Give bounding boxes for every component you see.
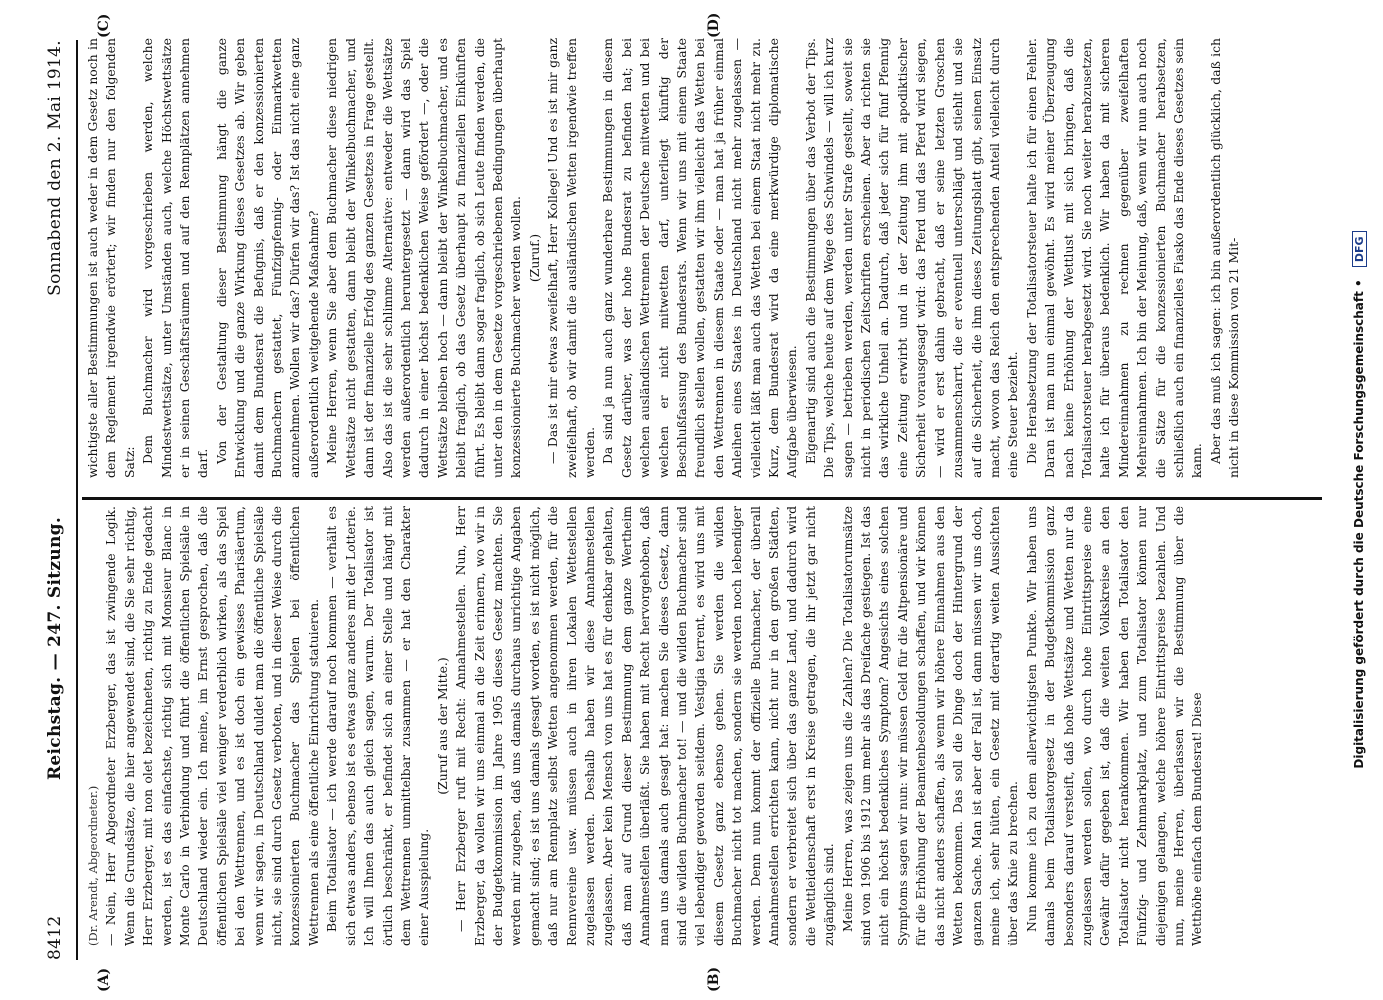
- paragraph: Eigenartig sind auch die Bestimmungen über das Verbot der Tips. Die Tips, welche heute auf dem Wege des Schwindels — will ich kurz sagen — betrieben werden, werden unter Strafe gestellt, soweit sie nicht in periodischen Zeitschriften erscheinen. Aber da richten sie das wirkliche Unheil an. Dadurch, daß jeder sich für fünf Pfennig eine Zeitung erwirbt und in der Zeitung ihm mit apodiktischer Sicherheit vorausgesagt wird: das Pferd und das Pferd wird siegen, — wird er erst dahin gebracht, daß er seine letzten Groschen zusammenscharrt, die er eventuell unterschlägt und stiehlt und sie auf die Sicherheit, die ihm dieses Zeitungsblatt gibt, seinen Einsatz macht, wovon das Reich den entsprechenden Anteil vielleicht durch eine Steuer bezieht.: [802, 38, 1021, 478]
- interjection: (Zuruf aus der Mitte.): [434, 657, 450, 795]
- paragraph: Da sind ja nun auch ganz wunderbare Bestimmungen in diesem Gesetz darüber, was der hohe Bundesrat zu befinden hat; bei welchen ausländischen Wettrennen der Deutsche mitwetten und bei welchen er nicht mitwetten darf, unterliegt künftig der Beschlußfassung des Bundesrats. Wenn wir uns mit einem Staate freundlich stellen wollen, gestatten wir ihm vielleicht das Wetten bei den Wettrennen in diesem Staate oder — man hat ja früher einmal Anleihen eines Staates in Deutschland nicht mehr zugelassen — vielleicht läßt man auch das Wetten bei einem Staat nicht mehr zu. Kurz, dem Bundesrat wird da eine merkwürdige diplomatische Aufgabe überwiesen.: [600, 38, 800, 478]
- paragraph: Die Herabsetzung der Totalisatorsteuer halte ich für einen Fehler. Daran ist man nun einmal gewöhnt. Es wird meiner Überzeugung nach keine Erhöhung der Wettlust mit sich bringen, daß die Totalisatorsteuer herabgesetzt wird. Sie noch weiter herabzusetzen, halte ich für überaus bedenklich. Wir haben da mit sicheren Mindereinnahmen zu rechnen gegenüber zweifelhaften Mehreinnahmen. Ich bin der Meinung, daß, wenn wir nun auch noch die Sätze für die konzessionierten Buchmacher herabsetzen, schließlich auch ein finanzielles Fiasko das Ende dieses Gesetzes sein kann.: [1023, 38, 1205, 478]
- digitization-footer: [1352, 0, 1367, 1000]
- text-column-left: [84, 506, 1324, 946]
- margin-marker-a: (A): [96, 967, 112, 992]
- paragraph: — Das ist mir etwas zweifelhaft, Herr Kollege! Und es ist mir ganz zweifelhaft, ob wir damit die ausländischen Wetten irgendwie treffen werden.: [545, 38, 597, 478]
- session-date: Sonnabend den 2. Mai 1914.: [45, 40, 65, 296]
- margin-marker-c: (C): [96, 13, 112, 38]
- header-rule: [76, 40, 78, 960]
- paragraph: Meine Herren, was zeigen uns die Zahlen? Die Totalisatorumsätze sind von 1906 bis 1912 um mehr als das Dreifache gestiegen. Ist das nicht ein höchst bedenkliches Symptom? Angesichts eines solchen Symptoms sagen wir nun: wir müssen Geld für die Altpensionäre und für die Erhöhung der Beamtenbesoldungen schaffen, und wir können das nicht anders schaffen, als wenn wir höhere Einnahmen aus den Wetten bekommen. Das soll die Dinge doch der Hintergrund der ganzen Sache. Man ist aber der Fall ist, dann müssen wir uns doch, meine ich, sehr hüten, ein Gesetz mit derartig weiten Aussichten über das Knie zu brechen.: [839, 506, 1021, 946]
- paragraph: — Nein, Herr Abgeordneter Erzberger, das ist zwingende Logik. Wenn die Grundsätze, die hier angewendet sind, die Sie sehr richtig, Herr Erzberger, mit non olet bezeichneten, richtig zu Ende gedacht werden, ist es das einfachste, richtig sich mit Monsieur Blanc in Monte Carlo in Verbindung und führt die öffentlichen Spielsäle in Deutschland wieder ein. Ich meine, im Ernst gesprochen, daß die öffentlichen Spielsäle viel weniger verderblich wirken, als das Spiel bei den Wettrennen, und es ist doch ein gewisses Pharisäertum, wenn wir sagen, in Deutschland duldet man die öffentliche Spielsäle nicht, sie sind durch Gesetz verboten, und in dieser Weise durch die konzessionierten Buchmacher das Spielen bei öffentlichen Wettrennen als eine öffentliche Einrichtung statuieren.: [103, 506, 321, 946]
- paragraph: Meine Herren, wenn Sie aber dem Buchmacher diese niedrigen Wettsätze nicht gestatten, dann bleibt der Winkelbuchmacher, und dann ist der finanzielle Erfolg des ganzen Gesetzes in Frage gestellt. Also das ist die sehr schlimme Alternative: entweder die Wettsätze werden außerordentlich heruntergesetzt — dann wird das Spiel dadurch in einer höchst bedenklichen Weise gefördert —, oder die Wettsätze bleiben hoch — dann bleibt der Winkelbuchmacher, und es bleibt fraglich, ob das Gesetz überhaupt zu finanziellen Einkünften führt. Es bleibt dann sogar fraglich, ob sich Leute finden werden, die unter den in dem Gesetze vorgeschriebenen Bedingungen überhaupt konzessionierte Buchmacher werden wollen.: [324, 38, 524, 478]
- footer-text: Digitalisierung gefördert durch die Deutsche Forschungsgemeinschaft •: [1352, 279, 1366, 769]
- page-header: [45, 40, 75, 960]
- quoted-passage: Dem Buchmacher wird vorgeschrieben werden, welche Mindestwettsätze, unter Umständen auch, welche Höchstwettsätze er in seinen Geschäftsräumen und auf den Rennplätzen annehmen darf.: [140, 38, 211, 478]
- session-title: Reichstag. — 247. Sitzung.: [45, 516, 65, 780]
- margin-marker-d: (D): [706, 12, 722, 38]
- interjection: (Zuruf.): [526, 233, 542, 283]
- paragraph: Von der Gestaltung dieser Bestimmung hängt die ganze Entwicklung und die ganze Wirkung dieses Gesetzes ab. Wir geben damit dem Bundesrat die Befugnis, daß er den konzessionierten Buchmachern gestattet, Fünfzigpfennig- oder Einmarkwetten anzunehmen. Wollen wir das? Dürfen wir das? Ist das nicht eine ganz außerordentlich weitgehende Maßnahme?: [213, 38, 321, 478]
- text-column-right: [84, 38, 1324, 478]
- speaker-line: (Dr. Arendt, Abgeordneter.): [86, 785, 100, 946]
- paragraph: Beim Totalisator — ich werde darauf noch kommen — verhält es sich etwas anders, ebenso ist es etwas ganz anderes mit der Lotterie. Ich will Ihnen das auch gleich sagen, warum. Der Totalisator ist örtlich beschränkt, er befindet sich an einer Stelle und hängt mit dem Wettrennen unmittelbar zusammen — er hat den Charakter einer Ausspielung.: [324, 506, 432, 946]
- paragraph: Nun komme ich zu dem allerwichtigsten Punkte. Wir haben uns damals beim Totalisatorgesetz in der Budgetkommission ganz besonders darauf versteift, daß hohe Wettsätze und Wetten nur da zugelassen werden sollen, wo durch hohe Eintrittspreise eine Gewähr dafür gegeben ist, daß die weiten Volkskreise an den Totalisator nicht herankommen. Wir haben den Totalisator den Fünfzig- und Zehnmarkplatz, und zum Totalisator können nur diejenigen gelangen, welche höhere Eintrittspreise bezahlen. Und nun, meine Herren, überlassen wir die Bestimmung über die Wetthöhe einfach dem Bundesrat! Diese: [1023, 506, 1205, 946]
- page-number: 8412: [45, 915, 65, 960]
- paragraph: Aber das muß ich sagen: ich bin außerordentlich glücklich, daß ich nicht in diese Kommission von 21 Mit-: [1207, 38, 1242, 478]
- column-divider: [82, 497, 1322, 500]
- margin-marker-b: (B): [706, 966, 722, 992]
- paragraph: — Herr Erzberger ruft mit Recht: Annahmestellen. Nun, Herr Erzberger, da wollen wir uns einmal an die Zeit erinnern, wo wir in der Budgetkommission im Jahre 1905 dieses Gesetz machten. Sie werden mir zugeben, daß uns damals durchaus unrichtige Angaben gemacht sind; es ist uns damals gesagt worden, es ist nicht möglich, daß nur am Rennplatz selbst Wetten angenommen werden, für die Rennvereine usw. müssen auch in ihren Lokalen Wettestellen zugelassen werden. Deshalb haben wir diese Annahmestellen zugelassen. Aber kein Mensch von uns hat es für denkbar gehalten, daß man auf Grund dieser Bestimmung dem ganze Wertheim Annahmestellen überläßt. Sie haben mit Recht hervorgehoben, daß man uns damals auch gesagt hat: machen Sie dieses Gesetz, dann sind die wilden Buchmacher tot! — und die wilden Buchmacher sind viel lebendiger geworden seitdem. Vestigia terrent, es wird uns mit diesem Gesetz ganz ebenso gehen. Sie werden die wilden Buchmacher nicht tot machen, sondern sie werden noch lebendiger werden. Denn nun kommt der offizielle Buchmacher, der überall Annahmestellen errichten kann, nicht nur in den großen Städten, sondern er verbreitet sich über das ganze Land, und dadurch wird die Wettleidenschaft erst in Kreise getragen, die ihr jetzt gar nicht zugänglich sind.: [453, 506, 837, 946]
- paragraph: wichtigste aller Bestimmungen ist auch weder in dem Gesetz noch in dem Reglement irgendwie erörtert; wir finden nur den folgenden Satz:: [85, 38, 137, 478]
- dfg-logo: DFG: [1352, 231, 1367, 267]
